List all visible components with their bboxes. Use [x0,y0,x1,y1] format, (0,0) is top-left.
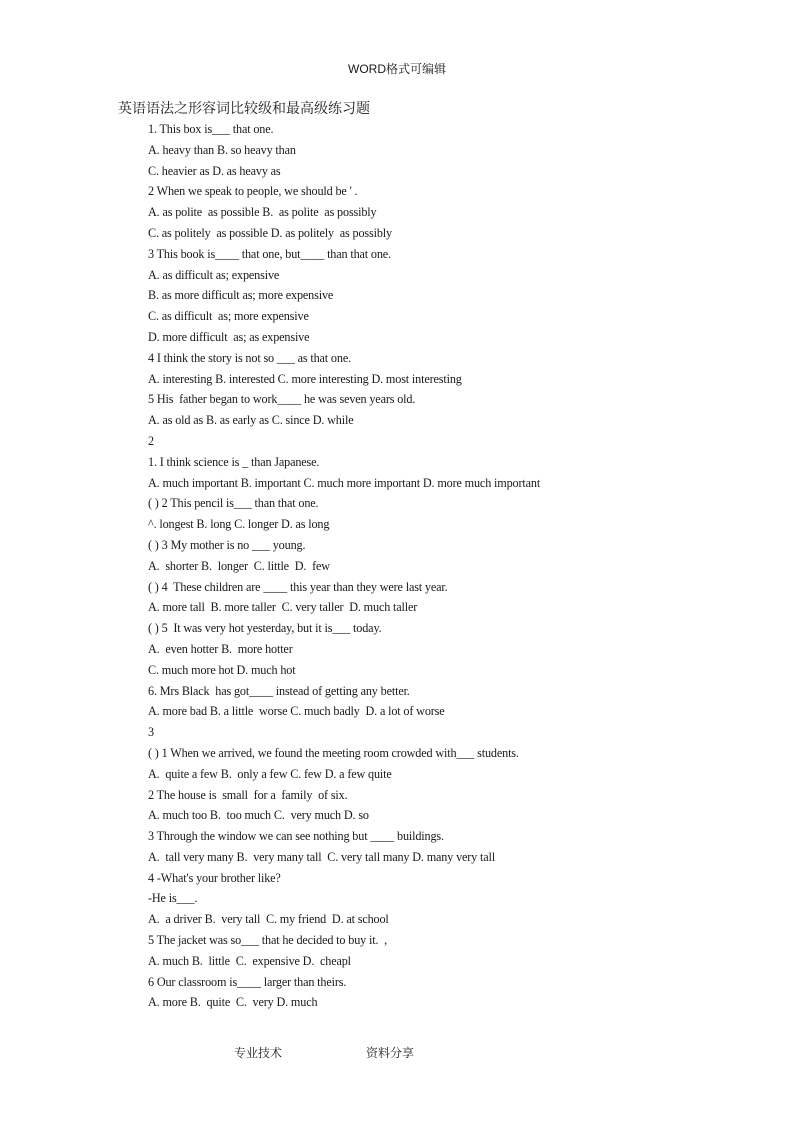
exercise-line: ( ) 3 My mother is no ___ young. [148,537,306,552]
exercise-line: A. heavy than B. so heavy than [148,142,296,157]
exercise-line: C. much more hot D. much hot [148,662,296,677]
exercise-line: ^. longest B. long C. longer D. as long [148,517,330,532]
exercise-line: A. interesting B. interested C. more interesting D. most interesting [148,371,462,386]
exercise-line: 2 When we speak to people, we should be ' . [148,184,358,199]
exercise-line: 3 [148,725,154,740]
exercise-line: 3 Through the window we can see nothing but ____ buildings. [148,829,444,844]
exercise-line: A. even hotter B. more hotter [148,641,293,656]
exercise-body [148,119,768,1013]
exercise-line: 6 Our classroom is____ larger than theirs. [148,974,347,989]
exercise-line: A. much B. little C. expensive D. cheapl [148,953,351,968]
exercise-line: -He is___. [148,891,198,906]
exercise-line: A. much important B. important C. much more important D. more much important [148,475,541,490]
exercise-line: A. much too B. too much C. very much D. so [148,808,369,823]
exercise-line: A. more bad B. a little worse C. much badly D. a lot of worse [148,704,445,719]
page-header: WORD格式可编辑 [348,62,446,76]
exercise-line: C. as politely as possible D. as politely as possibly [148,225,392,240]
exercise-line: A. as difficult as; expensive [148,267,280,282]
exercise-line: 4 I think the story is not so ___ as that one. [148,350,351,365]
exercise-line: A. more tall B. more taller C. very taller D. much taller [148,600,418,615]
exercise-line: A. a driver B. very tall C. my friend D. at school [148,912,389,927]
exercise-line: 2 [148,433,154,448]
exercise-line: ( ) 5 It was very hot yesterday, but it is___ today. [148,621,382,636]
exercise-line: 1. This box is___ that one. [148,122,274,136]
exercise-line: 5 His father began to work____ he was seven years old. [148,392,416,407]
exercise-line: A. as polite as possible B. as polite as possibly [148,205,377,220]
exercise-line: C. as difficult as; more expensive [148,309,309,324]
exercise-line: ( ) 4 These children are ____ this year than they were last year. [148,579,448,594]
document-title: 英语语法之形容词比较级和最高级练习题 [118,101,370,117]
exercise-line: 2 The house is small for a family of six. [148,787,348,802]
exercise-line: 6. Mrs Black has got____ instead of getting any better. [148,683,410,698]
exercise-line: C. heavier as D. as heavy as [148,163,281,178]
exercise-line: A. shorter B. longer C. little D. few [148,558,330,573]
footer-right: 资料分享 [366,1046,415,1060]
exercise-line: ( ) 2 This pencil is___ than that one. [148,496,319,511]
footer-left: 专业技术 [234,1046,283,1060]
exercise-line: A. quite a few B. only a few C. few D. a few quite [148,766,392,781]
exercise-line: 1. I think science is _ than Japanese. [148,454,320,469]
exercise-line: 3 This book is____ that one, but____ than that one. [148,246,391,261]
exercise-line: A. more B. quite C. very D. much [148,995,318,1010]
exercise-line: A. as old as B. as early as C. since D. while [148,413,354,428]
exercise-line: D. more difficult as; as expensive [148,329,310,344]
exercise-line: ( ) 1 When we arrived, we found the meeting room crowded with___ students. [148,745,519,760]
exercise-line: A. tall very many B. very many tall C. very tall many D. many very tall [148,849,495,864]
exercise-line: 4 -What's your brother like? [148,870,281,885]
exercise-line: B. as more difficult as; more expensive [148,288,334,303]
exercise-line: 5 The jacket was so___ that he decided to buy it. , [148,933,388,948]
